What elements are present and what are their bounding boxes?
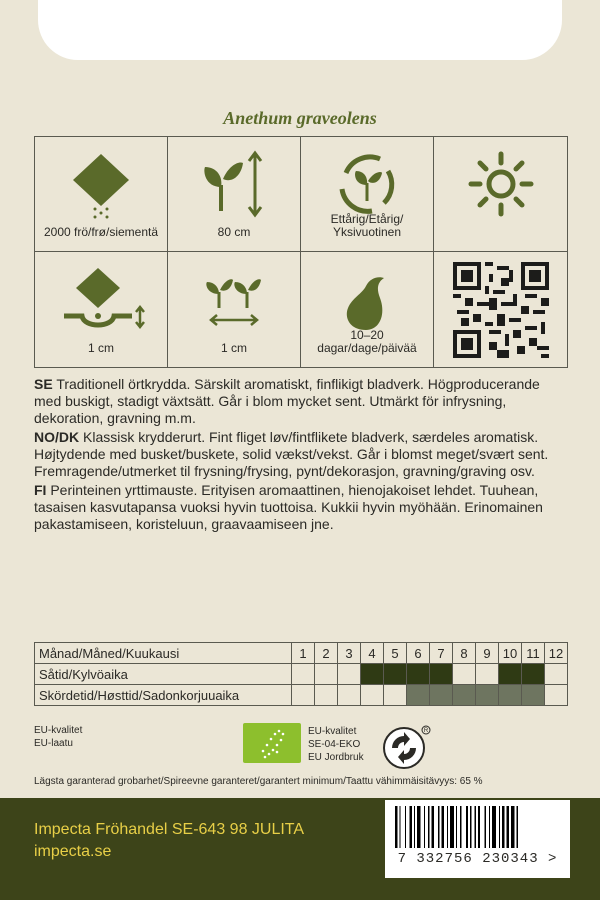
company-address: Impecta Fröhandel SE-643 98 JULITA: [34, 821, 305, 838]
month-12: 12: [545, 643, 568, 664]
harvest-cell: [499, 685, 522, 706]
sowing-cell: [499, 664, 522, 685]
sowing-cell: [292, 664, 315, 685]
month-1: 1: [292, 643, 315, 664]
harvest-cell: [522, 685, 545, 706]
description-block: [34, 376, 569, 535]
growing-info-grid: [34, 136, 568, 368]
height-label: 80 cm: [217, 225, 251, 239]
calendar-header-row: [35, 643, 568, 664]
month-2: 2: [315, 643, 338, 664]
eu-organic-logo-icon: [243, 723, 301, 763]
month-6: 6: [407, 643, 430, 664]
month-5: 5: [384, 643, 407, 664]
harvest-row: [35, 685, 568, 706]
harvest-cell: [476, 685, 499, 706]
sowing-label: Såtid/Kylvöaika: [35, 664, 292, 685]
eu-quality-right: EU-kvalitet SE-04-EKO EU Jordbruk: [308, 726, 364, 763]
lifecycle-label: Ettårig/Etårig/ Yksivuotinen: [330, 212, 404, 239]
svg-text:R: R: [423, 728, 429, 734]
month-9: 9: [476, 643, 499, 664]
height-cell: [168, 137, 301, 252]
description-fi: FI Perinteinen yrttimauste. Erityisen aromaattinen, hienojakoiset lehdet. Tuuhean, tasaisen kasvutapansa vuoksi hyvin tuottoisa. Kukkii hyvin myöhään. Erinomainen pakastamiseen, koristeluun, graavaamiseen jne.: [34, 482, 543, 532]
harvest-cell: [384, 685, 407, 706]
month-11: 11: [522, 643, 545, 664]
spacing-label: 1 cm: [220, 341, 247, 355]
harvest-cell: [338, 685, 361, 706]
seed-packet-icon: [66, 149, 136, 219]
depth-label: 1 cm: [87, 341, 114, 355]
green-dot-recycling-icon: [382, 724, 432, 770]
annual-cycle-icon: [332, 149, 402, 219]
sowing-cell: [407, 664, 430, 685]
sowing-cell: [476, 664, 499, 685]
sowing-cell: [522, 664, 545, 685]
eu-quality-left: EU-kvalitet EU-laatu: [34, 725, 83, 749]
germination-time-icon: [332, 264, 402, 334]
lifecycle-cell: [301, 137, 434, 252]
harvest-label: Skördetid/Høsttid/Sadonkorjuuaika: [35, 685, 292, 706]
sowing-depth-cell: [35, 252, 168, 367]
sowing-cell: [545, 664, 568, 685]
sowing-calendar: [34, 642, 569, 706]
sowing-row: [35, 664, 568, 685]
seed-count-label: 2000 frö/frø/siementä: [43, 225, 159, 239]
month-7: 7: [430, 643, 453, 664]
plant-spacing-icon: [199, 264, 269, 334]
sowing-cell: [430, 664, 453, 685]
sowing-cell: [453, 664, 476, 685]
month-8: 8: [453, 643, 476, 664]
plant-height-icon: [199, 149, 269, 219]
harvest-cell: [545, 685, 568, 706]
hang-hole-cutout: [38, 0, 562, 60]
harvest-cell: [361, 685, 384, 706]
month-3: 3: [338, 643, 361, 664]
sowing-cell: [384, 664, 407, 685]
harvest-cell: [315, 685, 338, 706]
sowing-cell: [338, 664, 361, 685]
seeds-cell: [35, 137, 168, 252]
harvest-cell: [453, 685, 476, 706]
website-link[interactable]: impecta.se: [34, 843, 112, 860]
qr-code-icon[interactable]: [453, 262, 549, 358]
barcode-number: 7 332756 230343 >: [385, 848, 570, 876]
harvest-cell: [430, 685, 453, 706]
spacing-cell: [168, 252, 301, 367]
month-10: 10: [499, 643, 522, 664]
description-se: SE Traditionell örtkrydda. Särskilt aromatiskt, finflikigt bladverk. Högproducerande med buskigt, stadigt växtsätt. Går i blom mycket sent. Utmärkt för infrysning, dekoration, gravning m.m.: [34, 376, 540, 426]
sowing-cell: [361, 664, 384, 685]
description-nodk: NO/DK Klassisk krydderurt. Fint fliget løv/fintflikete bladverk, særdeles aromatisk. Højtydende med busket/buskete, solid vækst/vekst. Går i blomst meget/svært sent. Fremragende/utmerket til frysning/frysing, pynt/dekorasjon, gravning/graving osv.: [34, 429, 549, 479]
qr-cell: [434, 252, 567, 367]
month-header-label: Månad/Måned/Kuukausi: [35, 643, 292, 664]
harvest-cell: [407, 685, 430, 706]
sun-cell: [434, 137, 567, 252]
germination-label: 10–20 dagar/dage/päivää: [317, 328, 417, 355]
sowing-depth-icon: [56, 264, 146, 334]
sowing-cell: [315, 664, 338, 685]
botanical-name: Anethum graveolens: [223, 108, 377, 128]
full-sun-icon: [466, 149, 536, 219]
germination-cell: [301, 252, 434, 367]
month-4: 4: [361, 643, 384, 664]
germination-guarantee: Lägsta garanterad grobarhet/Spireevne garanteret/garantert minimum/Taattu vähimmäisitävyys: 65 %: [34, 776, 483, 787]
harvest-cell: [292, 685, 315, 706]
